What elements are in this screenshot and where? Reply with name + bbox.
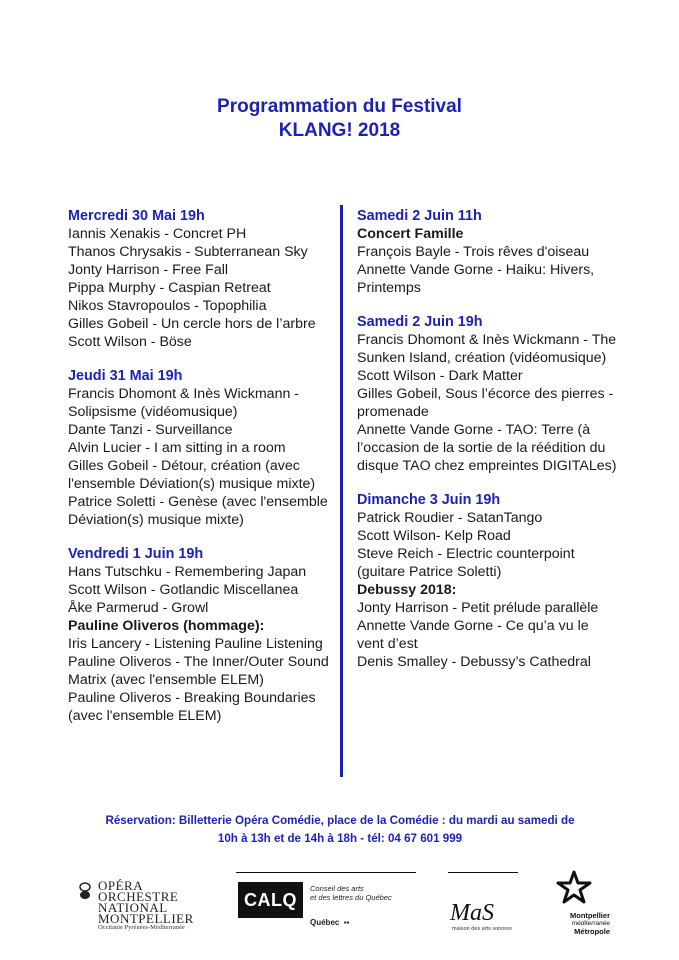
- program-item: Dante Tanzi - Surveillance: [68, 422, 233, 438]
- program-subheading: Concert Famille: [357, 226, 464, 242]
- program-item: Hans Tutschku - Remembering Japan: [68, 564, 307, 580]
- quebec-wordmark: Québec: [310, 918, 340, 927]
- program-right-column: [357, 207, 617, 687]
- program-item: Francis Dhomont & Inès Wickmann - The Sunken Island, création (vidéomusique): [357, 332, 617, 366]
- opera-logo-line4: MONTPELLIER: [98, 911, 194, 926]
- column-divider: [340, 205, 343, 777]
- program-item: Gilles Gobeil - Détour, création (avec l'ensemble Déviation(s) musique mixte): [68, 458, 316, 492]
- program-item: Steve Reich - Electric counterpoint (guitare Patrice Soletti): [357, 546, 575, 580]
- concert-block: [68, 545, 330, 725]
- mas-logo: [444, 872, 522, 934]
- concert-date: Mercredi 30 Mai 19h: [68, 208, 205, 224]
- opera-logo-sub: Occitanie Pyrénées-Méditerranée: [98, 924, 185, 931]
- concert-block: [357, 491, 617, 671]
- calq-logo: [236, 872, 416, 932]
- festival-title-line2: KLANG! 2018: [278, 120, 401, 141]
- opera-logo-line3: NATIONAL: [98, 900, 168, 915]
- concert-date: Dimanche 3 Juin 19h: [357, 492, 501, 508]
- program-item: Patrick Roudier - SatanTango: [357, 510, 543, 526]
- program-subheading: Pauline Oliveros (hommage):: [68, 618, 265, 634]
- reservation-line2: 10h à 13h et de 14h à 18h - tél: 04 67 601 999: [217, 832, 463, 845]
- program-item: Francis Dhomont & Inès Wickmann - Solipsisme (vidéomusique): [68, 386, 300, 420]
- program-item: Pauline Oliveros - Breaking Boundaries (avec l'ensemble ELEM): [68, 690, 316, 724]
- program-item: Åke Parmerud - Growl: [68, 600, 209, 616]
- program-item: Patrice Soletti - Genèse (avec l'ensemble Déviation(s) musique mixte): [68, 494, 328, 528]
- calq-text-line2: et des lettres du Québec: [310, 893, 392, 902]
- reservation-line1: Réservation: Billetterie Opéra Comédie, place de la Comédie : du mardi au samedi de: [105, 814, 575, 827]
- quebec-flag-icon: ▪▪: [343, 918, 350, 927]
- program-item: Scott Wilson - Böse: [68, 334, 192, 350]
- program-left-column: [68, 207, 330, 741]
- metropole-line3: Métropole: [574, 927, 610, 936]
- concert-block: [357, 313, 617, 475]
- program-item: Annette Vande Gorne - Ce qu’a vu le vent d’est: [357, 618, 589, 652]
- concert-block: [68, 207, 330, 351]
- metropole-star-icon: [556, 870, 592, 906]
- concert-date: Jeudi 31 Mai 19h: [68, 368, 183, 384]
- program-item: François Bayle - Trois rêves d'oiseau: [357, 244, 590, 260]
- calq-text-line1: Conseil des arts: [310, 884, 364, 893]
- program-item: Scott Wilson - Dark Matter: [357, 368, 523, 384]
- mas-mark: MaS: [450, 900, 494, 926]
- program-item: Denis Smalley - Debussy’s Cathedral: [357, 654, 591, 670]
- program-item: Iris Lancery - Listening Pauline Listening: [68, 636, 323, 652]
- opera-emblem-icon: [78, 882, 92, 900]
- program-item: Iannis Xenakis - Concret PH: [68, 226, 247, 242]
- concert-date: Vendredi 1 Juin 19h: [68, 546, 204, 562]
- metropole-line1: Montpellier: [569, 911, 610, 920]
- calq-mark: CALQ: [238, 882, 303, 918]
- mas-sub: maison des arts sonores: [452, 926, 512, 932]
- opera-logo-line2: ORCHESTRE: [98, 889, 179, 904]
- program-item: Annette Vande Gorne - TAO: Terre (à l’occasion de la sortie de la réédition du disque TAO chez empreintes DIGITALes): [357, 422, 617, 474]
- calq-top-rule: [236, 872, 416, 873]
- program-item: Pauline Oliveros - The Inner/Outer Sound Matrix (avec l'ensemble ELEM): [68, 654, 329, 688]
- program-item: Gilles Gobeil - Un cercle hors de l’arbre: [68, 316, 316, 332]
- concert-date: Samedi 2 Juin 19h: [357, 314, 483, 330]
- concert-date: Samedi 2 Juin 11h: [357, 208, 482, 224]
- concert-block: [357, 207, 617, 297]
- program-item: Thanos Chrysakis - Subterranean Sky: [68, 244, 308, 260]
- program-item: Jonty Harrison - Free Fall: [68, 262, 229, 278]
- montpellier-metropole-logo: [536, 866, 616, 942]
- program-item: Annette Vande Gorne - Haiku: Hivers, Printemps: [357, 262, 595, 296]
- program-item: Scott Wilson - Gotlandic Miscellanea: [68, 582, 299, 598]
- program-item: Alvin Lucier - I am sitting in a room: [68, 440, 286, 456]
- program-item: Gilles Gobeil, Sous l’écorce des pierres - promenade: [357, 386, 614, 420]
- program-subheading: Debussy 2018:: [357, 582, 457, 598]
- program-item: Scott Wilson- Kelp Road: [357, 528, 511, 544]
- program-item: Nikos Stavropoulos - Topophilia: [68, 298, 267, 314]
- opera-orchestre-logo: [78, 880, 208, 940]
- mas-top-rule: [448, 872, 518, 873]
- program-item: Jonty Harrison - Petit prélude parallèle: [357, 600, 599, 616]
- metropole-line2: méditerranée: [571, 920, 610, 927]
- opera-logo-line1: OPÉRA: [98, 878, 144, 893]
- program-item: Pippa Murphy - Caspian Retreat: [68, 280, 271, 296]
- concert-block: [68, 367, 330, 529]
- festival-title-line1: Programmation du Festival: [217, 96, 462, 117]
